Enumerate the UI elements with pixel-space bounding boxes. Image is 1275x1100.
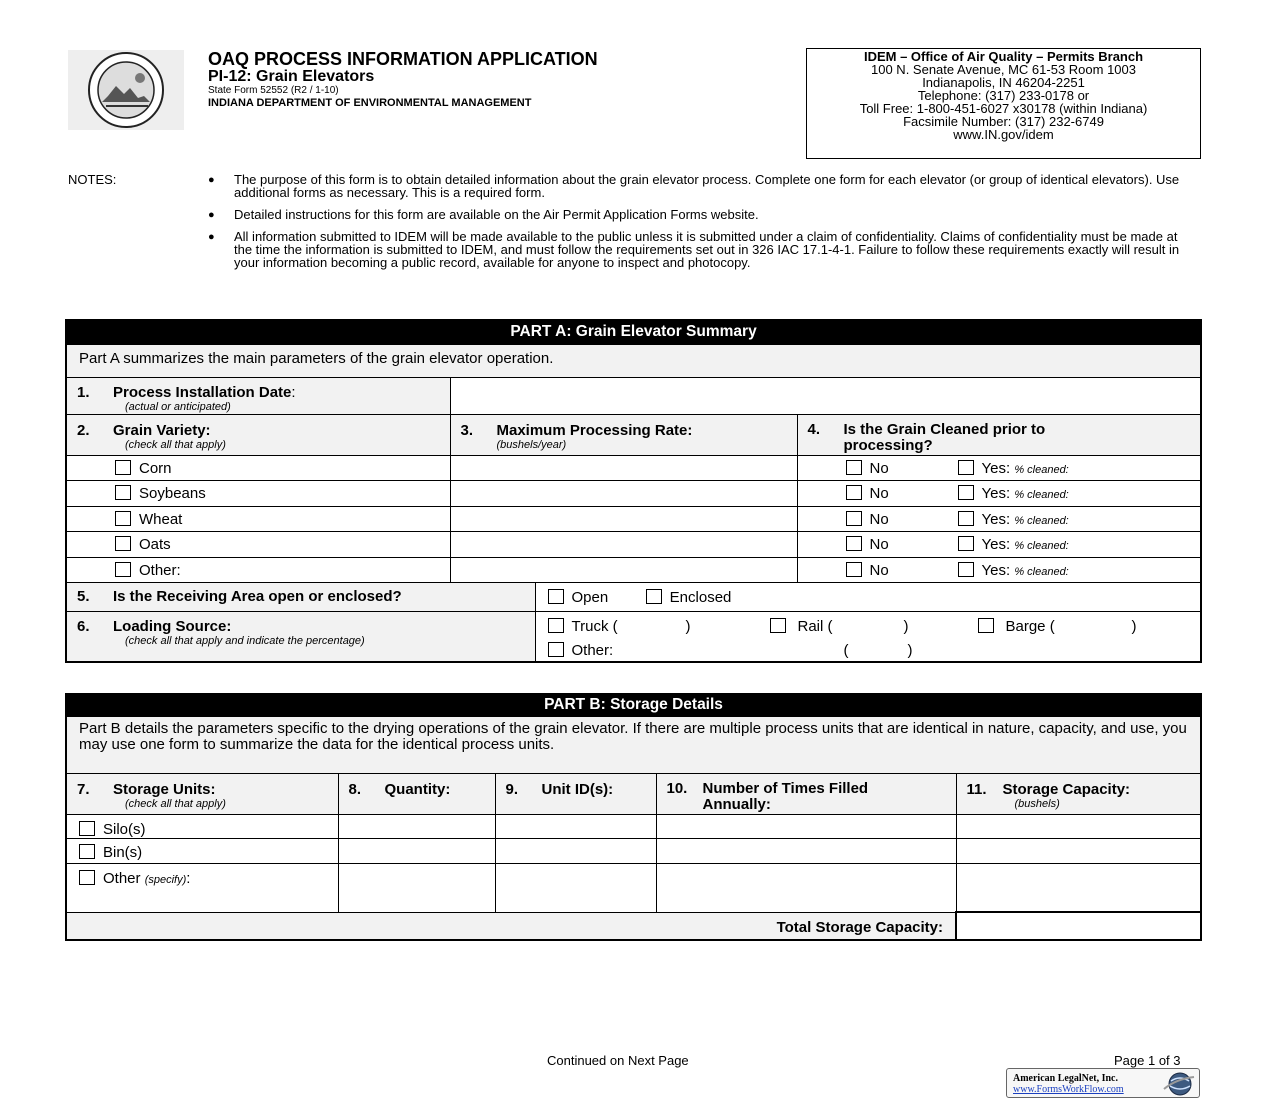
- part-a-description: Part A summarizes the main parameters of the grain elevator operation.: [66, 344, 1201, 377]
- rail-close-paren: ): [903, 617, 909, 635]
- grain-option-corn: [66, 455, 450, 480]
- state-form-number: State Form 52552 (R2 / 1-10): [208, 85, 339, 96]
- soybeans-cleaned-cell: [797, 480, 1201, 506]
- enclosed-checkbox[interactable]: [646, 589, 662, 604]
- storage-option-bin: [66, 838, 338, 863]
- q6-number: 6.: [77, 617, 90, 635]
- q1-label-cell: [66, 377, 450, 414]
- bin-checkbox[interactable]: [79, 844, 95, 859]
- q1-sublabel: (actual or anticipated): [125, 400, 231, 413]
- q3-sublabel: (bushels/year): [496, 438, 567, 451]
- unit-label: Other: [103, 869, 141, 887]
- barge-label: Barge (: [1005, 617, 1055, 635]
- contact-fax: Facsimile Number: (317) 232-6749: [903, 114, 1104, 129]
- soybeans-rate-field[interactable]: [450, 480, 797, 506]
- pct-cleaned-label: % cleaned:: [1014, 565, 1069, 578]
- part-b-header: PART B: Storage Details: [66, 694, 1201, 716]
- other-grain-checkbox[interactable]: [115, 562, 131, 577]
- contact-office: IDEM – Office of Air Quality – Permits Branch: [863, 49, 1144, 64]
- other-source-label: Other:: [571, 641, 614, 659]
- other-capacity-field[interactable]: [956, 863, 1201, 912]
- other-cleaned-cell: [797, 557, 1201, 582]
- yes-label: Yes:: [981, 561, 1011, 579]
- grain-label: Soybeans: [139, 484, 206, 502]
- note-item: All information submitted to IDEM will be made available to the public unless it is submitted under a claim of confidentiality. Claims of confidentiality must be made at the time the information is submitted to IDEM, and must follow the requirements set out in 326 IAC 17.1-4-1. Failure to follow these requirements exactly will result in your information becoming a public record, available for anyone to inspect and photocopy.: [234, 229, 1180, 270]
- part-a-table: [65, 319, 1202, 663]
- truck-label: Truck ( ): [571, 617, 691, 635]
- no-label: No: [869, 535, 889, 553]
- other-unit-checkbox[interactable]: [79, 870, 95, 885]
- receiving-area-options: [535, 582, 1201, 611]
- q7-number: 7.: [77, 780, 90, 798]
- grain-label: Wheat: [139, 510, 183, 528]
- corn-cleaned-yes-checkbox[interactable]: [958, 460, 974, 475]
- q7-label: Storage Units:: [113, 780, 216, 798]
- rail-checkbox[interactable]: [770, 618, 786, 633]
- silo-capacity-field[interactable]: [956, 814, 1201, 838]
- q3-number: 3.: [460, 421, 474, 439]
- pct-cleaned-label: % cleaned:: [1014, 539, 1069, 552]
- q10-label: Number of Times Filled: [702, 779, 869, 797]
- yes-label: Yes:: [981, 510, 1011, 528]
- q9-label-cell: [495, 773, 656, 814]
- q5-label-cell: [66, 582, 535, 611]
- other-close-paren: ): [907, 641, 913, 659]
- enclosed-label: Enclosed: [669, 588, 732, 606]
- bin-quantity-field[interactable]: [338, 838, 495, 863]
- q2-number: 2.: [77, 421, 90, 439]
- q6-sublabel: (check all that apply and indicate the percentage): [125, 634, 365, 647]
- q1-number: 1.: [77, 383, 90, 401]
- contact-address1: 100 N. Senate Avenue, MC 61-53 Room 1003: [871, 62, 1136, 77]
- pct-cleaned-label: % cleaned:: [1014, 463, 1069, 476]
- grain-option-wheat: [66, 506, 450, 531]
- no-label: No: [869, 510, 889, 528]
- q5-number: 5.: [77, 587, 90, 605]
- grain-option-soybeans: [66, 480, 450, 506]
- silo-unit-id-field[interactable]: [495, 814, 656, 838]
- oats-cleaned-yes-checkbox[interactable]: [958, 536, 974, 551]
- state-seal: [68, 50, 184, 130]
- soybeans-cleaned-yes-checkbox[interactable]: [958, 485, 974, 500]
- notes-label: NOTES:: [68, 172, 117, 187]
- yes-label: Yes:: [981, 459, 1011, 477]
- globe-icon: [1162, 1071, 1196, 1097]
- contact-box: [806, 48, 1201, 159]
- q1-colon: :: [291, 383, 296, 401]
- soybeans-checkbox[interactable]: [115, 485, 131, 500]
- oats-checkbox[interactable]: [115, 536, 131, 551]
- q11-sublabel: (bushels): [1014, 797, 1060, 810]
- wheat-checkbox[interactable]: [115, 511, 131, 526]
- rail-label: Rail (: [797, 617, 833, 635]
- q4-label-cell: [797, 414, 1201, 455]
- open-checkbox[interactable]: [548, 589, 564, 604]
- other-quantity-field[interactable]: [338, 863, 495, 912]
- q2-sublabel: (check all that apply): [125, 438, 226, 451]
- q6-label: Loading Source:: [113, 617, 232, 635]
- q10-number: 10.: [666, 779, 688, 797]
- soybeans-cleaned-no-checkbox[interactable]: [846, 485, 862, 500]
- truck-checkbox[interactable]: [548, 618, 564, 633]
- part-b-description: Part B details the parameters specific to the drying operations of the grain elevator. If there are multiple process units that are identical in nature, capacity, and use, you may use one form to summarize the data for the identical process units.: [66, 716, 1201, 773]
- no-label: No: [869, 459, 889, 477]
- other-source-checkbox[interactable]: [548, 642, 564, 657]
- note-item: Detailed instructions for this form are available on the Air Permit Application Forms website.: [234, 207, 759, 222]
- bin-capacity-field[interactable]: [956, 838, 1201, 863]
- oats-rate-field[interactable]: [450, 531, 797, 557]
- note-item: The purpose of this form is to obtain detailed information about the grain elevator process. Complete one form for each elevator (or group of identical elevators). Use additional forms as necessary. This is a required form.: [234, 172, 1180, 200]
- barge-close-paren: ): [1131, 617, 1137, 635]
- installation-date-field[interactable]: [450, 377, 1201, 414]
- form-subtitle: PI-12: Grain Elevators: [208, 68, 375, 85]
- bullet-icon: ●: [208, 231, 215, 243]
- wheat-cleaned-yes-checkbox[interactable]: [958, 511, 974, 526]
- q5-label: Is the Receiving Area open or enclosed?: [113, 587, 402, 605]
- department-name: INDIANA DEPARTMENT OF ENVIRONMENTAL MANAGEMENT: [208, 97, 532, 109]
- q11-label-cell: [956, 773, 1201, 814]
- grain-option-other: [66, 557, 450, 582]
- other-open-paren: (: [843, 641, 849, 659]
- logo-company: American LegalNet, Inc.: [1013, 1073, 1118, 1084]
- pct-cleaned-label: % cleaned:: [1014, 514, 1069, 527]
- no-label: No: [869, 484, 889, 502]
- q9-label: Unit ID(s):: [541, 780, 614, 798]
- q3-label: Maximum Processing Rate:: [496, 421, 693, 439]
- other-unit-id-field[interactable]: [495, 863, 656, 912]
- bullet-icon: ●: [208, 174, 215, 186]
- q8-label-cell: [338, 773, 495, 814]
- q6-label-cell: [66, 611, 535, 662]
- wheat-cleaned-cell: [797, 506, 1201, 531]
- q7-label-cell: [66, 773, 338, 814]
- q4-label: Is the Grain Cleaned prior to: [843, 420, 1046, 438]
- grain-option-oats: [66, 531, 450, 557]
- q4-label-line2: processing?: [843, 436, 933, 454]
- q11-number: 11.: [966, 780, 987, 798]
- corn-checkbox[interactable]: [115, 460, 131, 475]
- storage-option-other: [66, 863, 338, 912]
- total-storage-field[interactable]: [956, 912, 1201, 940]
- silo-quantity-field[interactable]: [338, 814, 495, 838]
- grain-label: Oats: [139, 535, 171, 553]
- specify-colon: :: [186, 869, 191, 887]
- q10-label-cell: [656, 773, 956, 814]
- corn-cleaned-cell: [797, 455, 1201, 480]
- contact-address2: Indianapolis, IN 46204-2251: [922, 75, 1085, 90]
- q7-sublabel: (check all that apply): [125, 797, 226, 810]
- part-a-header: PART A: Grain Elevator Summary: [66, 320, 1201, 344]
- contact-toll-free: Toll Free: 1-800-451-6027 x30178 (within Indiana): [859, 101, 1148, 116]
- bin-times-filled-field[interactable]: [656, 838, 956, 863]
- oats-cleaned-no-checkbox[interactable]: [846, 536, 862, 551]
- form-title: OAQ PROCESS INFORMATION APPLICATION: [208, 49, 598, 69]
- continued-note: Continued on Next Page: [547, 1053, 689, 1068]
- page-number: Page 1 of 3: [1114, 1053, 1181, 1068]
- forms-workflow-logo[interactable]: [1006, 1068, 1200, 1098]
- open-label: Open: [571, 588, 609, 606]
- contact-web: www.IN.gov/idem: [953, 127, 1054, 142]
- specify-label: (specify): [144, 873, 187, 886]
- q8-number: 8.: [348, 780, 362, 798]
- corn-rate-field[interactable]: [450, 455, 797, 480]
- wheat-rate-field[interactable]: [450, 506, 797, 531]
- grain-label: Other:: [139, 561, 181, 579]
- loading-source-options: [535, 611, 1201, 662]
- q1-label: Process Installation Date: [113, 383, 292, 401]
- unit-label: Silo(s): [103, 820, 146, 838]
- q2-label: Grain Variety:: [113, 421, 211, 439]
- other-rate-field[interactable]: [450, 557, 797, 582]
- q3-label-cell: [450, 414, 797, 455]
- corn-cleaned-no-checkbox[interactable]: [846, 460, 862, 475]
- q11-label: Storage Capacity:: [1002, 780, 1131, 798]
- q9-number: 9.: [505, 780, 519, 798]
- q10-label-line2: Annually:: [702, 795, 771, 813]
- contact-telephone: Telephone: (317) 233-0178 or: [917, 88, 1090, 103]
- q2-label-cell: [66, 414, 450, 455]
- unit-label: Bin(s): [103, 843, 143, 861]
- total-storage-label: Total Storage Capacity:: [66, 912, 956, 940]
- q4-number: 4.: [807, 420, 821, 438]
- other-cleaned-no-checkbox[interactable]: [846, 562, 862, 577]
- barge-checkbox[interactable]: [978, 618, 994, 633]
- yes-label: Yes:: [981, 484, 1011, 502]
- q8-label: Quantity:: [384, 780, 451, 798]
- part-b-table: [65, 693, 1202, 941]
- wheat-cleaned-no-checkbox[interactable]: [846, 511, 862, 526]
- logo-url-link[interactable]: www.FormsWorkFlow.com: [1013, 1084, 1124, 1095]
- yes-label: Yes:: [981, 535, 1011, 553]
- no-label: No: [869, 561, 889, 579]
- silo-times-filled-field[interactable]: [656, 814, 956, 838]
- grain-label: Corn: [139, 459, 172, 477]
- other-times-filled-field[interactable]: [656, 863, 956, 912]
- oats-cleaned-cell: [797, 531, 1201, 557]
- bin-unit-id-field[interactable]: [495, 838, 656, 863]
- bullet-icon: ●: [208, 209, 215, 221]
- other-cleaned-yes-checkbox[interactable]: [958, 562, 974, 577]
- storage-option-silo: [66, 814, 338, 838]
- pct-cleaned-label: % cleaned:: [1014, 488, 1069, 501]
- silo-checkbox[interactable]: [79, 821, 95, 836]
